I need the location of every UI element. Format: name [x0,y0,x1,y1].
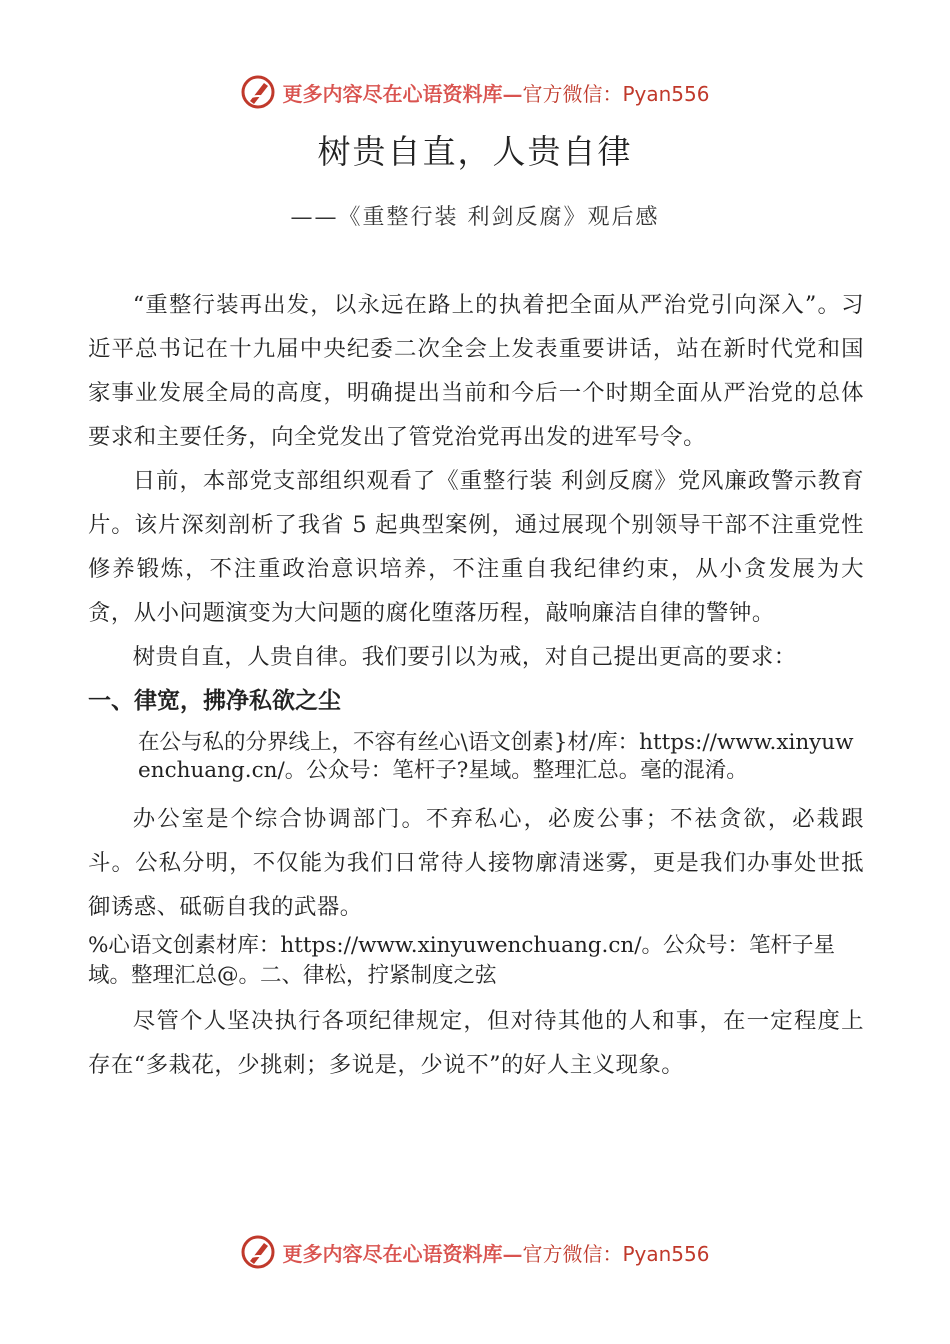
paragraph-6: %心语文创素材库：https://www.xinyuwenchuang.cn/。公众号：笔杆子星域。整理汇总@。二、律松，拧紧制度之弦 [88,933,836,988]
page-subtitle: ——《重整行装 利剑反腐》观后感 [290,205,660,230]
footer-banner [0,1232,950,1272]
paragraph-1: “重整行装再出发，以永远在路上的执着把全面从严治党引向深入”。习近平总书记在十九届中央纪委二次全会上发表重要讲话，站在新时代党和国家事业发展全局的高度，明确提出当前和今后一个时期全面从严治党的总体要求和主要任务，向全党发出了管党治党再出发的进军号令。 [88,292,864,450]
section-heading-1: 一、律宽，拂净私欲之尘 [88,688,341,714]
paragraph-5: 办公室是个综合协调部门。不弃私心，必废公事；不祛贪欲，必栽跟斗。公私分明，不仅能为我们日常待人接物廓清迷雾，更是我们办事处世抵御诱惑、砥砺自我的武器。 [88,806,864,920]
paragraph-3: 树贵自直，人贵自律。我们要引以为戒，对自己提出更高的要求： [132,644,797,670]
article-body [88,283,864,1087]
page-title: 树贵自直，人贵自律 [317,132,633,171]
banner-text: 更多内容尽在心语资料库—官方微信：Pyan556 [282,1241,710,1266]
paragraph-7: 尽管个人坚决执行各项纪律规定，但对待其他的人和事，在一定程度上存在“多栽花，少挑刺；多说是，少说不”的好人主义现象。 [88,1008,864,1078]
paragraph-4: 在公与私的分界线上，不容有丝心\语文创素}材/库：https://www.xinyuwenchuang.cn/。公众号：笔杆子?星域。整理汇总。毫的混淆。 [138,730,854,783]
pen-logo-icon [240,1234,276,1270]
pen-logo-icon [240,74,276,110]
paragraph-2: 日前，本部党支部组织观看了《重整行装 利剑反腐》党风廉政警示教育片。该片深刻剖析了我省 5 起典型案例，通过展现个别领导干部不注重党性修养锻炼，不注重政治意识培养，不注重自我纪律约束，从小贪发展为大贪，从小问题演变为大问题的腐化堕落历程，敲响廉洁自律的警钟。 [88,468,864,626]
header-banner [0,72,950,112]
banner-text: 更多内容尽在心语资料库—官方微信：Pyan556 [282,81,710,106]
